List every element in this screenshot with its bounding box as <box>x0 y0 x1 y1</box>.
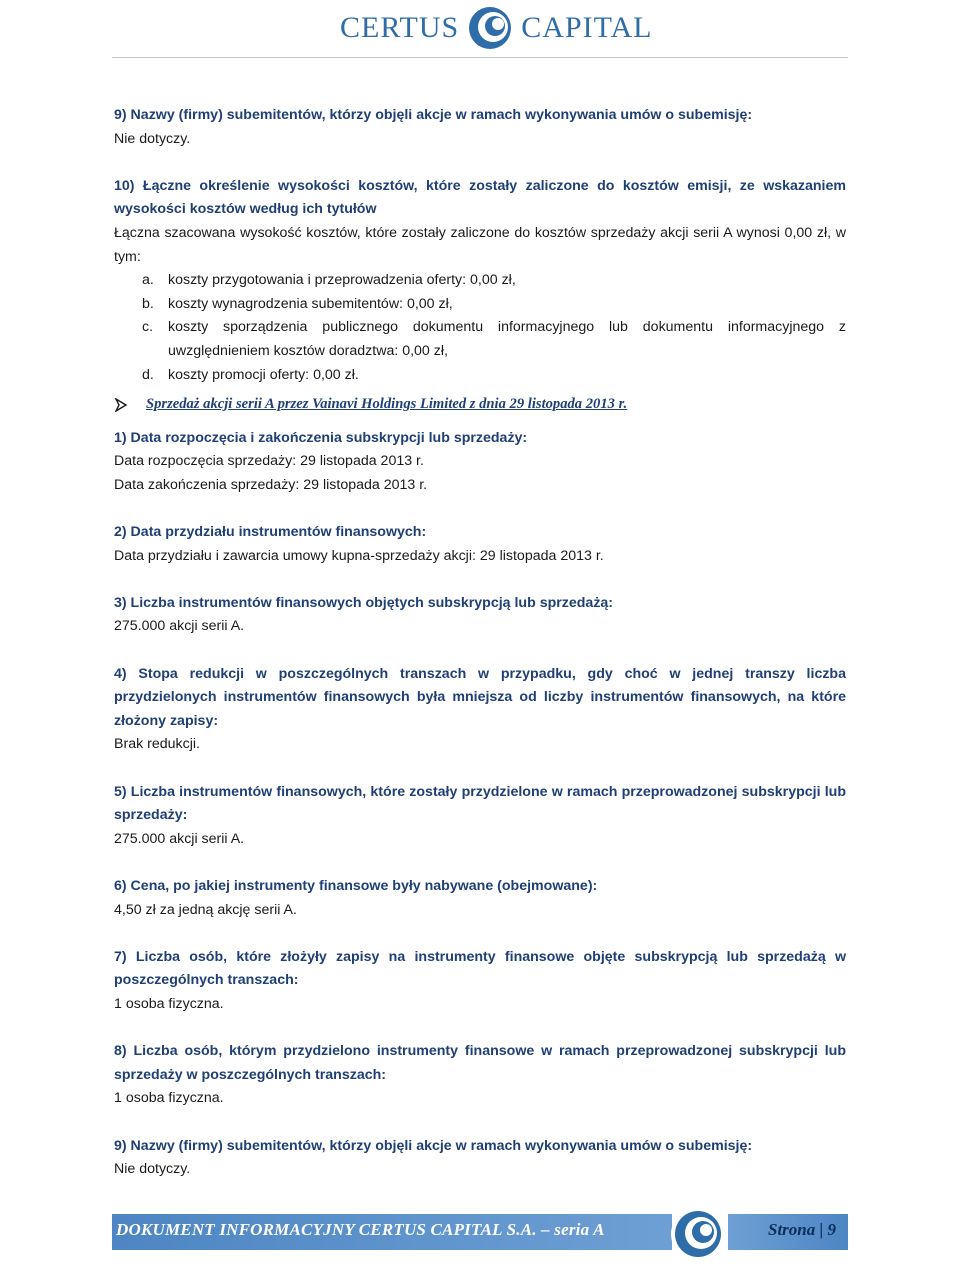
section-title-text: Sprzedaż akcji serii A przez Vainavi Holdings Limited z dnia 29 listopada 2013 r. <box>146 396 628 413</box>
s7-value: 1 osoba fizyczna. <box>114 995 224 1012</box>
s1-heading: 1) Data rozpoczęcia i zakończenia subskrypcji lub sprzedaży: <box>114 429 528 446</box>
list-item-label: a. <box>142 272 154 289</box>
s5-value: 275.000 akcji serii A. <box>114 830 245 847</box>
s5-heading: 5) Liczba instrumentów finansowych, które zostały przydzielone w ramach przeprowadzonej subskrypcji lub sprzedaży: <box>114 783 846 824</box>
s2-heading: 2) Data przydziału instrumentów finansowych: <box>114 524 427 541</box>
list-item-text: koszty promocji oferty: 0,00 zł. <box>168 366 359 383</box>
s9-value: Nie dotyczy. <box>114 1161 191 1178</box>
s6-heading: 6) Cena, po jakiej instrumenty finansowe były nabywane (obejmowane): <box>114 878 598 894</box>
list-item-text: koszty wynagrodzenia subemitentów: 0,00 zł, <box>168 295 453 312</box>
s1-line2: Data zakończenia sprzedaży: 29 listopada 2013 r. <box>114 476 428 493</box>
s3-value: 275.000 akcji serii A. <box>114 618 245 635</box>
footer-document-title: DOKUMENT INFORMACYJNY CERTUS CAPITAL S.A. – seria A <box>116 1220 605 1239</box>
document-body <box>114 104 846 1182</box>
header-divider <box>112 57 848 58</box>
list-item <box>114 293 846 317</box>
s6-value: 4,50 zł za jedną akcję serii A. <box>114 901 297 918</box>
logo-word-left: CERTUS <box>340 11 460 44</box>
list-item <box>114 316 846 363</box>
s8-heading: 8) Liczba osób, którym przydzielono instrumenty finansowe w ramach przeprowadzonej subskrypcji lub sprzedaży w poszczególnych transzach: <box>114 1043 846 1083</box>
s7-heading: 7) Liczba osób, które złożyły zapisy na instrumenty finansowe objęte subskrypcją lub sprzedażą w poszczególnych transzach: <box>114 948 846 989</box>
logo-c-icon <box>467 5 513 51</box>
section-title <box>114 393 846 417</box>
footer-logo-c-icon <box>670 1206 726 1262</box>
page-footer <box>112 1214 848 1250</box>
list-item <box>114 364 846 388</box>
s9-heading: 9) Nazwy (firmy) subemitentów, którzy objęli akcje w ramach wykonywania umów o subemisję: <box>114 1137 753 1154</box>
arrowhead-bullet-icon <box>114 398 128 412</box>
s3-heading: 3) Liczba instrumentów finansowych objętych subskrypcją lub sprzedażą: <box>114 594 614 611</box>
list-item-label: c. <box>142 319 154 336</box>
company-logo <box>340 6 652 50</box>
logo-word-right: CAPITAL <box>521 11 653 44</box>
s10-text: Łączna szacowana wysokość kosztów, które zostały zaliczone do kosztów sprzedaży akcji serii A wynosi 0,00 zł, w tym: <box>114 224 846 265</box>
list-item-label: d. <box>142 366 154 383</box>
s1-line1: Data rozpoczęcia sprzedaży: 29 listopada 2013 r. <box>114 453 424 470</box>
s9-top-heading: 9) Nazwy (firmy) subemitentów, którzy objęli akcje w ramach wykonywania umów o subemisję: <box>114 107 753 123</box>
s9-top-value: Nie dotyczy. <box>114 130 191 147</box>
list-item-text: koszty sporządzenia publicznego dokumentu informacyjnego lub dokumentu informacyjnego z uwzględnieniem kosztów doradztwa: 0,00 zł, <box>168 319 846 359</box>
list-item-label: b. <box>142 295 154 312</box>
list-item <box>114 269 846 293</box>
s4-heading: 4) Stopa redukcji w poszczególnych transzach w przypadku, gdy choć w jednej transzy liczba przydzielonych instrumentów finansowych była mniejsza od liczby instrumentów finansowych, na które złożony zapisy: <box>114 665 846 729</box>
list-item-text: koszty przygotowania i przeprowadzenia oferty: 0,00 zł, <box>168 272 516 289</box>
s2-value: Data przydziału i zawarcia umowy kupna-sprzedaży akcji: 29 listopada 2013 r. <box>114 547 604 564</box>
page-header <box>0 0 960 60</box>
s8-value: 1 osoba fizyczna. <box>114 1090 224 1107</box>
s10-heading: 10) Łączne określenie wysokości kosztów, które zostały zaliczone do kosztów emisji, ze wskazaniem wysokości kosztów według ich tytułów <box>114 177 846 218</box>
s4-value: Brak redukcji. <box>114 736 200 753</box>
page-number: Strona | 9 <box>768 1220 836 1239</box>
